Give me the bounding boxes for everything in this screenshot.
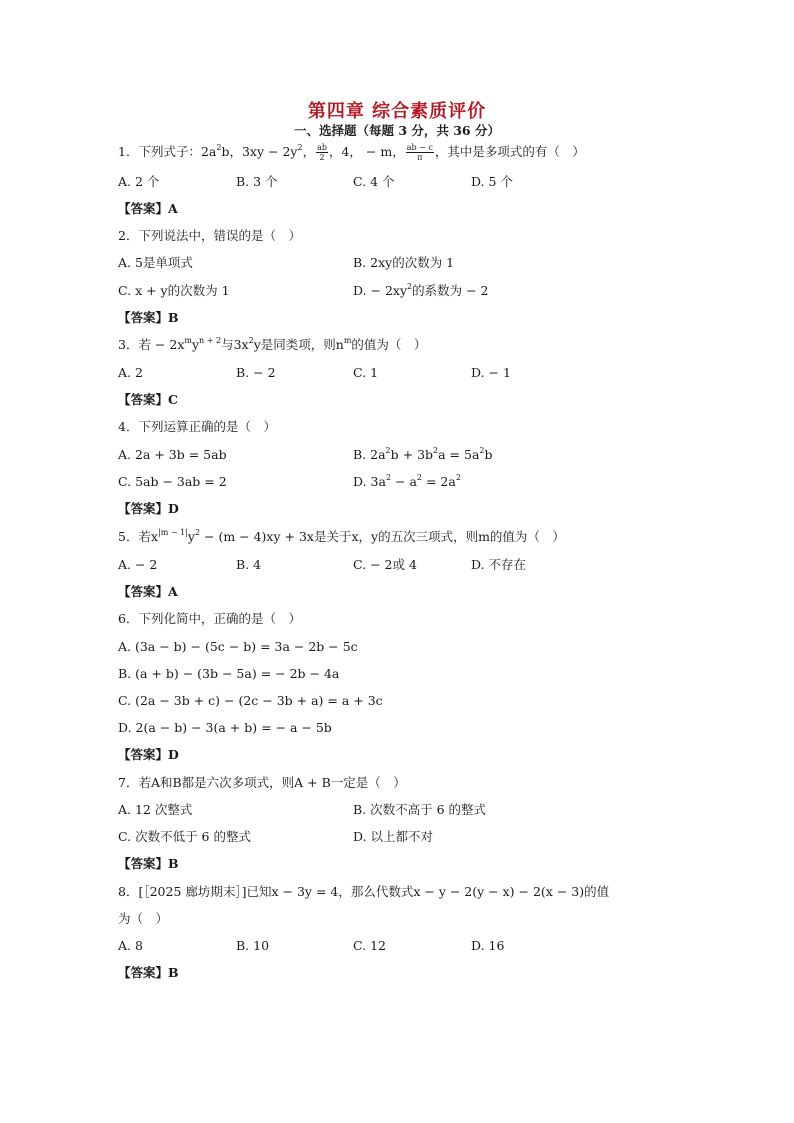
q7-option-d: D. 以上都不对 xyxy=(353,829,434,844)
q7-option-a: A. 12 次整式 xyxy=(118,802,193,817)
q4-option-b: B. $2a^2b + 3b^2a = 5a^2b$ xyxy=(353,446,493,462)
q2-option-c: C. x + y的次数为 1 xyxy=(118,283,230,298)
fraction-ab-over-2: $\frac{ab}{2}$ xyxy=(317,143,327,162)
q4-answer: 【答案】D xyxy=(118,501,179,516)
q2-answer: 【答案】B xyxy=(118,310,179,325)
question-8-line-2: 为（ ） xyxy=(118,911,169,926)
question-2: 2．下列说法中，错误的是（ ） xyxy=(118,228,301,243)
q2-option-a: A. 5是单项式 xyxy=(118,255,193,270)
q8-option-c: C. 12 xyxy=(353,938,386,953)
q1-option-c: C. 4 个 xyxy=(353,174,395,189)
q7-option-c: C. 次数不低于 6 的整式 xyxy=(118,829,251,844)
q8-option-b: B. 10 xyxy=(236,938,270,953)
q5-option-d: D. 不存在 xyxy=(471,557,527,572)
question-4: 4．下列运算正确的是（ ） xyxy=(118,419,276,434)
q2-option-d: D. − $2xy^2$的系数为 − 2 xyxy=(353,282,489,298)
q6-answer: 【答案】D xyxy=(118,747,179,762)
q7-option-b: B. 次数不高于 6 的整式 xyxy=(353,802,487,817)
q2-option-b: B. 2xy的次数为 1 xyxy=(353,255,455,270)
question-5: 5．若$x^{|m - 1|}y^2 - (m - 4)xy + 3x$是关于x，y的五次三项式，则m的值为（ ） xyxy=(118,528,565,544)
q3-option-a: A. 2 xyxy=(118,365,143,380)
q4-option-a: A. 2a + 3b = 5ab xyxy=(118,447,227,462)
q6-option-d: D. 2(a − b) − 3(a + b) = − a − 5b xyxy=(118,720,332,735)
question-1: 1．下列式子：$2a^2b$，$3xy - 2y^2$， $\frac{ab}{2}$ ，4， − m， $\frac{ab - c}{\pi}$ ，其中是多项式的有（ ） xyxy=(118,143,585,162)
q4-option-d: D. $3a^2 - a^2 = 2a^2$ xyxy=(353,473,461,489)
q7-answer: 【答案】B xyxy=(118,856,179,871)
page-title: 第四章 综合素质评价 xyxy=(307,101,487,122)
q5-option-c: C. − 2或 4 xyxy=(353,557,417,572)
q3-answer: 【答案】C xyxy=(118,392,178,407)
question-7: 7．若A和B都是六次多项式，则A + B一定是（ ） xyxy=(118,775,406,790)
q5-answer: 【答案】A xyxy=(118,584,178,599)
q5-option-a: A. − 2 xyxy=(118,557,158,572)
q8-answer: 【答案】B xyxy=(118,965,179,980)
q4-option-c: C. 5ab − 3ab = 2 xyxy=(118,474,227,489)
question-6: 6．下列化简中，正确的是（ ） xyxy=(118,611,301,626)
q3-option-d: D. − 1 xyxy=(471,365,511,380)
q6-option-a: A. (3a − b) − (5c − b) = 3a − 2b − 5c xyxy=(118,639,358,654)
fraction-ab-c-over-pi: $\frac{ab - c}{\pi}$ xyxy=(406,143,433,162)
section-heading: 一、选择题（每题 3 分，共 36 分） xyxy=(293,123,500,138)
q1-option-b: B. 3 个 xyxy=(236,174,278,189)
q3-option-c: C. 1 xyxy=(353,365,379,380)
q3-option-b: B. − 2 xyxy=(236,365,276,380)
question-8-line-1: 8．[［2025 廊坊期末］]已知x − 3y = 4，那么代数式x − y − 2(y − x) − 2(x − 3)的值 xyxy=(118,884,610,899)
question-3: 3．若 − $2x^my^{n + 2}$与$3x^2y$是同类项，则$n^m$的值为（ ） xyxy=(118,336,427,352)
q5-option-b: B. 4 xyxy=(236,557,262,572)
q1-option-a: A. 2 个 xyxy=(118,174,160,189)
q6-option-b: B. (a + b) − (3b − 5a) = − 2b − 4a xyxy=(118,666,340,681)
q1-option-d: D. 5 个 xyxy=(471,174,513,189)
q6-option-c: C. (2a − 3b + c) − (2c − 3b + a) = a + 3c xyxy=(118,693,383,708)
q8-option-a: A. 8 xyxy=(118,938,143,953)
q8-option-d: D. 16 xyxy=(471,938,505,953)
q1-answer: 【答案】A xyxy=(118,201,178,216)
